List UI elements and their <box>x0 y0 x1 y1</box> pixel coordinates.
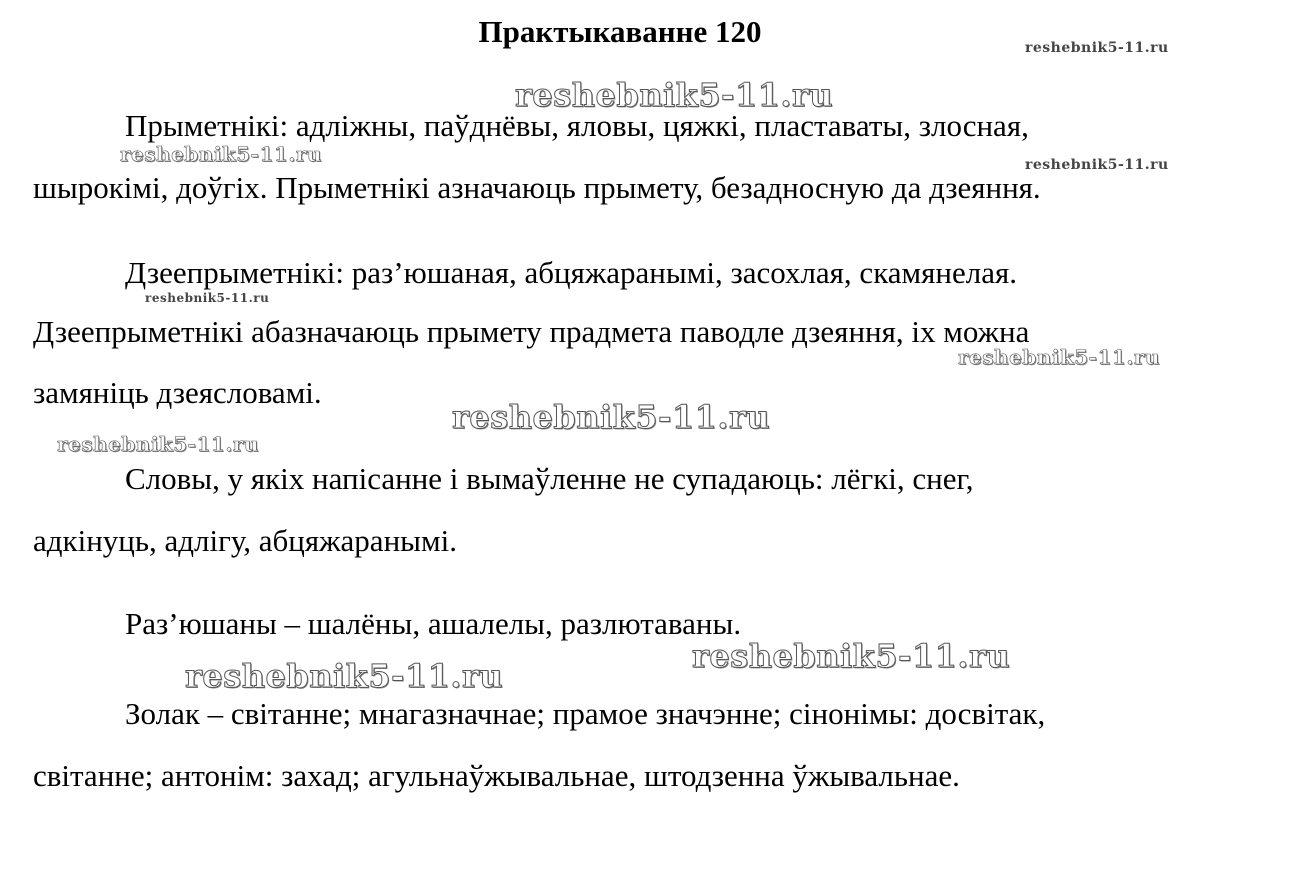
watermark: reshebnik5-11.ru <box>452 398 771 436</box>
watermark: reshebnik5-11.ru <box>1025 157 1169 173</box>
watermark: reshebnik5-11.ru <box>120 142 322 166</box>
text-line: адкінуць, адлігу, абцяжаранымі. <box>33 523 457 558</box>
watermark: reshebnik5-11.ru <box>1025 40 1169 56</box>
text-line: світанне; антонім: захад; агульнаўжывальнае, штодзенна ўжывальнае. <box>33 758 960 793</box>
text-line: Дзеепрыметнікі абазначаюць прымету прадмета паводле дзеяння, іх можна <box>33 314 1030 349</box>
page-title: Практыкаванне 120 <box>478 14 762 49</box>
text-line: Золак – світанне; мнагазначнае; прамое значэнне; сінонімы: досвітак, <box>125 696 1046 731</box>
text-line: Дзеепрыметнікі: раз’юшаная, абцяжаранымі, засохлая, скамянелая. <box>125 255 1018 290</box>
text-line: замяніць дзеясловамі. <box>33 375 322 410</box>
text-line: Словы, у якіх напісанне і вымаўленне не супадаюць: лёгкі, снег, <box>125 461 974 496</box>
text-line: шырокімі, доўгіх. Прыметнікі азначаюць прымету, безадносную да дзеяння. <box>33 170 1041 205</box>
text-line: Раз’юшаны – шалёны, ашалелы, разлютаваны. <box>125 606 742 641</box>
watermark: reshebnik5-11.ru <box>145 291 270 305</box>
watermark: reshebnik5-11.ru <box>958 345 1160 369</box>
text-line: Прыметнікі: адліжны, паўднёвы, яловы, цяжкі, пластаваты, злосная, <box>125 108 1029 143</box>
watermark: reshebnik5-11.ru <box>515 76 834 114</box>
watermark: reshebnik5-11.ru <box>692 637 1011 675</box>
watermark: reshebnik5-11.ru <box>185 657 504 695</box>
watermark: reshebnik5-11.ru <box>57 432 259 456</box>
